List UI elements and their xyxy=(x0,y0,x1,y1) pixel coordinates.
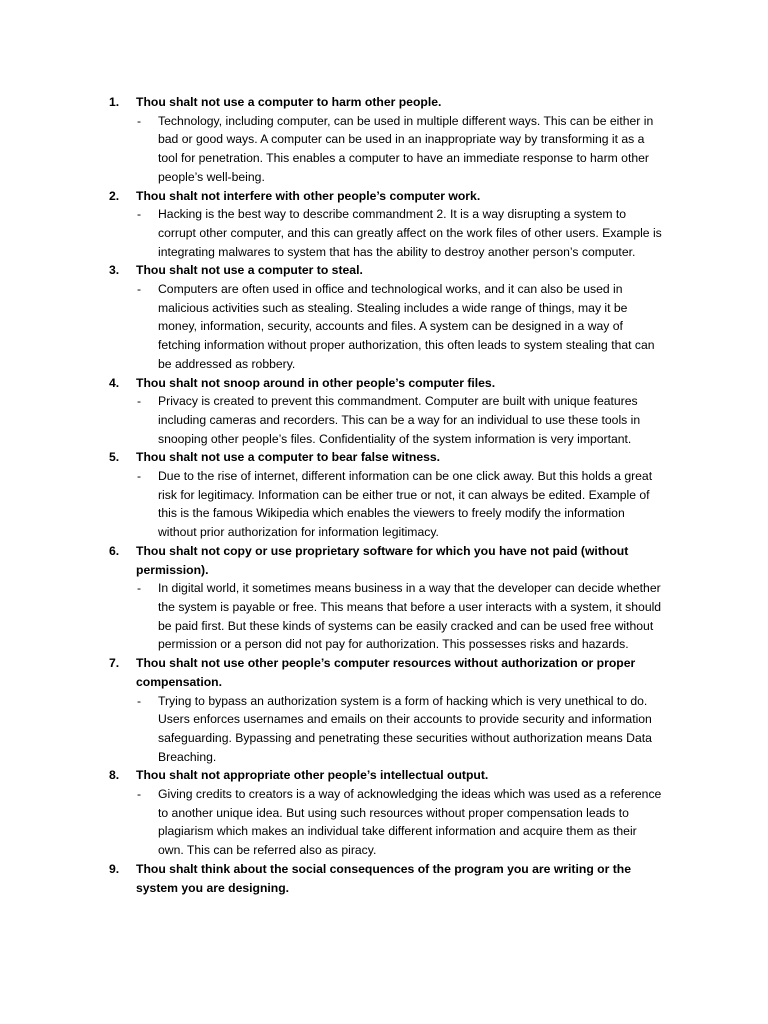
list-item-6 xyxy=(0,542,768,654)
commandments-list xyxy=(0,93,768,897)
commandment-explanation xyxy=(0,785,768,860)
explanation-text: Technology, including computer, can be used in multiple different ways. This can be either in bad or good ways. A computer can be used in an inappropriate way by transforming it as a tool for penetration. This enables a computer to have an immediate response to harm other people’s well-being. xyxy=(158,113,654,184)
commandment-title: Thou shalt not interfere with other people’s computer work. xyxy=(136,188,481,203)
bullet-dash: - xyxy=(137,787,142,802)
item-number: 1. xyxy=(109,95,120,109)
item-number: 7. xyxy=(109,656,120,671)
item-number: 6. xyxy=(109,543,120,558)
commandment-title: Thou shalt not copy or use proprietary software for which you have not paid (without permission). xyxy=(136,543,629,577)
bullet-dash: - xyxy=(137,282,142,297)
list-item-2 xyxy=(0,187,768,262)
commandment-explanation xyxy=(0,467,768,542)
bullet-dash: - xyxy=(137,207,142,222)
list-item-8 xyxy=(0,766,768,860)
commandment-explanation xyxy=(0,280,768,374)
bullet-dash: - xyxy=(137,693,142,708)
explanation-text: Giving credits to creators is a way of acknowledging the ideas which was used as a reference to another unique idea. But using such resources without proper compensation leads to plagiarism which makes an individual take different information and acquire them as their own. This can be referred also as piracy. xyxy=(158,787,662,858)
commandment-title: Thou shalt think about the social consequences of the program you are writing or the system you are designing. xyxy=(136,861,632,895)
list-item-4 xyxy=(0,374,768,449)
commandment-explanation xyxy=(0,392,768,448)
commandment-title: Thou shalt not use a computer to bear false witness. xyxy=(136,450,441,465)
commandment-title: Thou shalt not use a computer to harm other people. xyxy=(136,95,442,109)
item-number: 5. xyxy=(109,450,120,465)
bullet-dash: - xyxy=(137,113,142,128)
bullet-dash: - xyxy=(137,469,142,484)
commandment-explanation xyxy=(0,112,768,187)
explanation-text: Computers are often used in office and technological works, and it can also be used in malicious activities such as stealing. Stealing includes a wide range of things, may it be money, information, security, accounts and files. A system can be designed in a way of fetching information without proper authorization, this often leads to system stealing that can be addressed as robbery. xyxy=(158,282,655,371)
commandment-explanation xyxy=(0,692,768,767)
list-item-9 xyxy=(0,860,768,897)
explanation-text: Hacking is the best way to describe commandment 2. It is a way disrupting a system to corrupt other computer, and this can greatly affect on the work files of other users. Example is integrating malwares to system that has the ability to destroy another person’s computer. xyxy=(158,207,662,259)
list-item-7 xyxy=(0,654,768,766)
commandment-title: Thou shalt not use other people’s computer resources without authorization or proper compensation. xyxy=(136,656,636,689)
explanation-text: Trying to bypass an authorization system is a form of hacking which is very unethical to do. Users enforces usernames and emails on their accounts to provide security and information safeguarding. Bypassing and penetrating these securities without authorization means Data Breaching. xyxy=(158,693,652,764)
explanation-text: In digital world, it sometimes means business in a way that the developer can decide whether the system is payable or free. This means that before a user interacts with a system, it should be paid first. But these kinds of systems can be easily cracked and can be used free without permission or a person did not pay for authorization. This possesses risks and hazards. xyxy=(158,581,662,652)
list-item-1 xyxy=(0,93,768,187)
item-number: 4. xyxy=(109,375,120,390)
commandment-explanation xyxy=(0,205,768,261)
bullet-dash: - xyxy=(137,581,142,596)
item-number: 2. xyxy=(109,188,120,203)
explanation-text: Due to the rise of internet, different information can be one click away. But this holds a great risk for legitimacy. Information can be either true or not, it can always be edited. Example of this is the famous Wikipedia which enables the viewers to freely modify the information without prior authorization for information legitimacy. xyxy=(158,469,653,540)
commandment-title: Thou shalt not appropriate other people’s intellectual output. xyxy=(136,768,489,783)
item-number: 3. xyxy=(109,263,120,278)
list-item-5 xyxy=(0,448,768,542)
explanation-text: Privacy is created to prevent this commandment. Computer are built with unique features including cameras and recorders. This can be a way for an individual to use these tools in snooping other people’s files. Confidentiality of the system information is very important. xyxy=(158,394,641,446)
item-number: 9. xyxy=(109,861,120,876)
item-number: 8. xyxy=(109,768,120,783)
commandment-title: Thou shalt not use a computer to steal. xyxy=(136,263,363,278)
commandment-title: Thou shalt not snoop around in other people’s computer files. xyxy=(136,375,496,390)
commandment-explanation xyxy=(0,579,768,654)
list-item-3 xyxy=(0,261,768,373)
bullet-dash: - xyxy=(137,394,142,409)
